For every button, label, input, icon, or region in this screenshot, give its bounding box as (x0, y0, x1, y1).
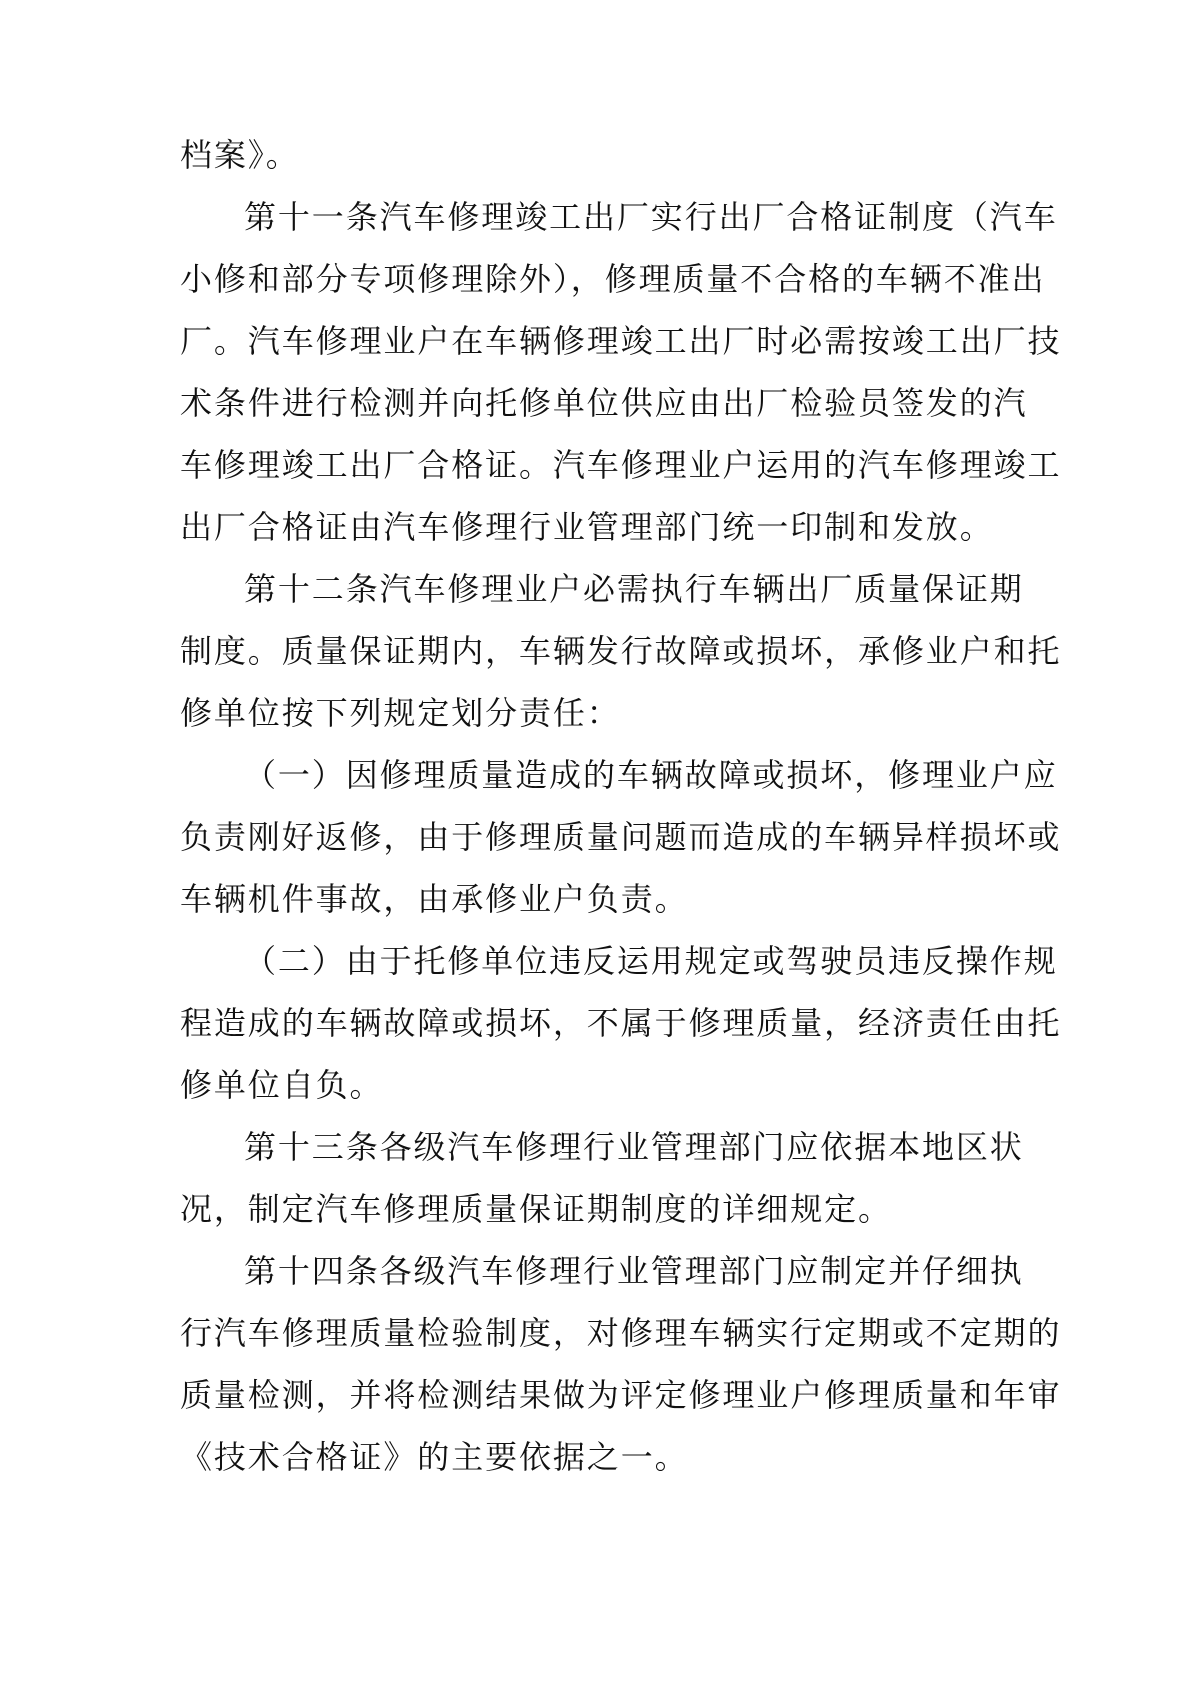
text-line: 出厂合格证由汽车修理行业管理部门统一印制和发放。 (180, 508, 994, 546)
text-line: 修单位自负。 (180, 1066, 384, 1104)
clause-1-first-line: （一）因修理质量造成的车辆故障或损坏，修理业户应 (244, 756, 1058, 794)
text-line: 车辆机件事故，由承修业户负责。 (180, 880, 689, 918)
text-line: 术条件进行检测并向托修单位供应由出厂检验员签发的汽 (180, 384, 1028, 422)
text-line: 制度。质量保证期内，车辆发行故障或损坏，承修业户和托 (180, 632, 1062, 670)
article-14-first-line: 第十四条各级汽车修理行业管理部门应制定并仔细执 (244, 1252, 1024, 1290)
text-line: 质量检测，并将检测结果做为评定修理业户修理质量和年审 (180, 1376, 1062, 1414)
article-13-first-line: 第十三条各级汽车修理行业管理部门应依据本地区状 (244, 1128, 1024, 1166)
text-line: 厂。汽车修理业户在车辆修理竣工出厂时必需按竣工出厂技 (180, 322, 1062, 360)
text-line: 车修理竣工出厂合格证。汽车修理业户运用的汽车修理竣工 (180, 446, 1062, 484)
text-line: 档案》。 (180, 136, 300, 174)
text-line: 修单位按下列规定划分责任： (180, 694, 621, 732)
clause-2-first-line: （二）由于托修单位违反运用规定或驾驶员违反操作规 (244, 942, 1058, 980)
text-line: 况，制定汽车修理质量保证期制度的详细规定。 (180, 1190, 892, 1228)
article-12-first-line: 第十二条汽车修理业户必需执行车辆出厂质量保证期 (244, 570, 1024, 608)
article-11-first-line: 第十一条汽车修理竣工出厂实行出厂合格证制度（汽车 (244, 198, 1058, 236)
text-line: 程造成的车辆故障或损坏，不属于修理质量，经济责任由托 (180, 1004, 1062, 1042)
text-line: 负责刚好返修，由于修理质量问题而造成的车辆异样损坏或 (180, 818, 1062, 856)
text-line: 行汽车修理质量检验制度，对修理车辆实行定期或不定期的 (180, 1314, 1062, 1352)
text-line: 《技术合格证》的主要依据之一。 (180, 1438, 689, 1476)
text-line: 小修和部分专项修理除外），修理质量不合格的车辆不准出 (180, 260, 1046, 298)
